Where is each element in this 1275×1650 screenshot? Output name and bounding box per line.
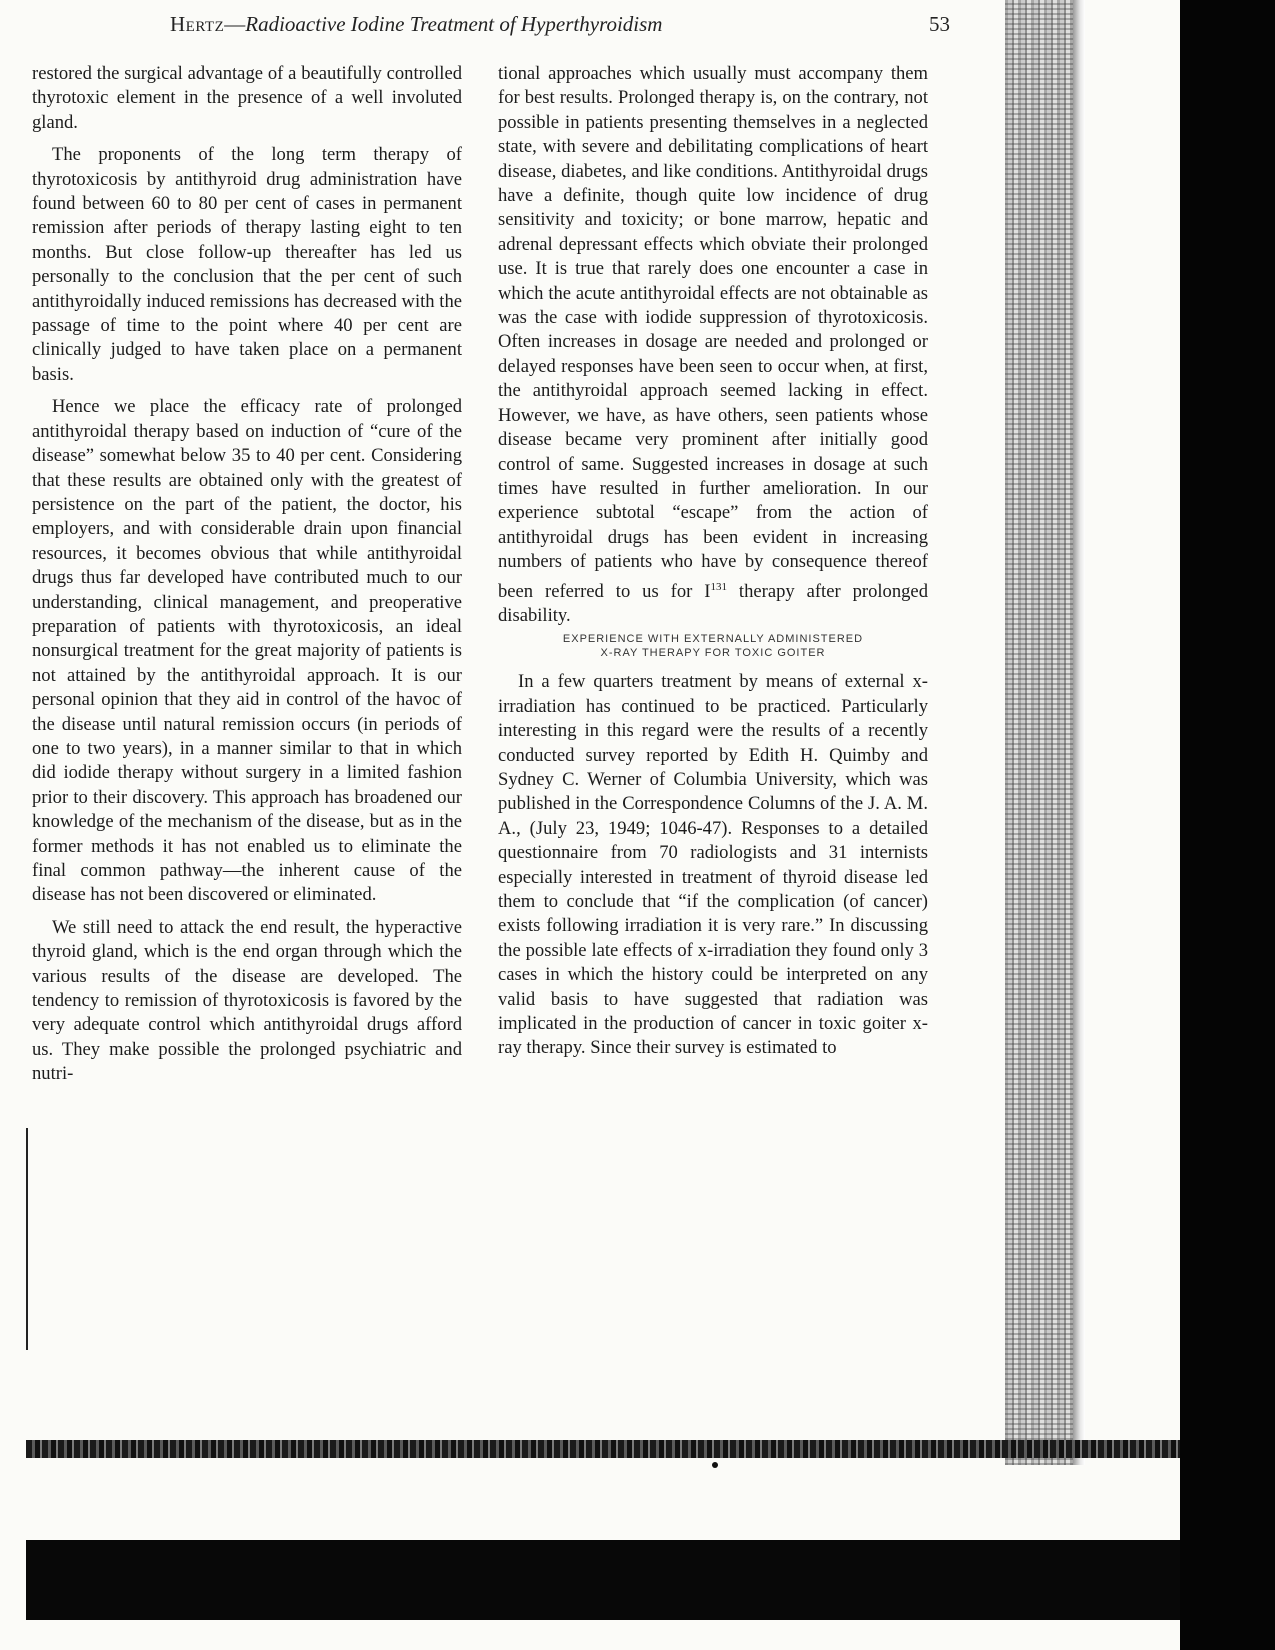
left-paragraph-1: restored the surgical advantage of a beautifully controlled thyrotoxic element in the presence of a well involuted gland. — [32, 63, 462, 133]
page-number: 53 — [929, 12, 950, 36]
scan-dot — [712, 1462, 718, 1468]
running-title — [170, 12, 662, 37]
header-title: Radioactive Iodine Treatment of Hyperthyroidism — [245, 12, 663, 36]
scan-bottom-band — [26, 1440, 1180, 1458]
running-header — [30, 12, 950, 44]
left-paragraph-3: Hence we place the efficacy rate of prolonged antithyroidal therapy based on induction of “cure of the disease” somewhat below 35 to 40 per cent. Considering that these results are obtained only with the greatest of persistence on the part of the patient, the doctor, his employers, and with considerable drain upon financial resources, it becomes obvious that while antithyroidal drugs thus far developed have contributed much to our understanding, clinical management, and preoperative preparation of patients with thyrotoxicosis, an ideal nonsurgical treatment for the great majority of patients is not attained by the antithyroidal approach. It is our personal opinion that they aid in control of the havoc of the disease until natural remission occurs (in periods of one to two years), in a manner similar to that in which did iodide therapy without surgery in a limited fashion prior to their discovery. This approach has broadened our knowledge of the mechanism of the disease, but as in the former methods it has not enabled us to eliminate the final common pathway—the inherent cause of the disease has not been discovered or eliminated. — [32, 396, 462, 906]
scan-bottom-black-bar — [26, 1540, 1180, 1620]
scan-page-edge — [1073, 0, 1085, 1465]
right-paragraph-1-body: tional approaches which usually must accompany them for best results. Prolonged therapy is, on the contrary, not possible in patients presenting themselves in a neglected state, with severe and debilitating complications of heart disease, diabetes, and like conditions. Antithyroidal drugs have a definite, though quite low incidence of drug sensitivity and toxicity; or bone marrow, hepatic and adrenal depressant effects which obviate their prolonged use. It is true that rarely does one encounter a case in which the acute antithyroidal effects are not obtainable as was the case with iodide suppression of thyrotoxicosis. Often increases in dosage are needed and prolonged or delayed responses have been seen to occur when, at first, the antithyroidal approach seemed lacking in effect. However, we have, as have others, seen patients whose disease became very prominent after initially good control of same. Suggested increases in dosage at such times have resulted in further amelioration. In our experience subtotal “escape” from the action of antithyroidal drugs has been evident in increasing numbers of patients who have by consequence thereof been referred to us for — [498, 63, 928, 602]
section-heading-line-1: EXPERIENCE WITH EXTERNALLY ADMINISTERED — [562, 633, 864, 646]
isotope-superscript: 131 — [710, 580, 727, 593]
scan-black-margin — [1180, 0, 1275, 1650]
right-paragraph-2: In a few quarters treatment by means of external x-irradiation has continued to be practiced. Particularly interesting in this regard were the results of a recently conducted survey reported by Edith H. Quimby and Sydney C. Werner of Columbia University, which was published in the Correspondence Columns of the J. A. M. A., (July 23, 1949; 1046-47). Responses to a detailed questionnaire from 70 radiologists and 31 internists especially interested in treatment of thyroid disease led them to conclude that “if the complication (of cancer) exists following irradiation it is very rare.” In discussing the possible late effects of x-irradiation they found only 3 cases in which the history could be interpreted on any valid basis to have suggested that radiation was implicated in the production of cancer in toxic goiter x-ray therapy. Since their survey is estimated to — [498, 671, 928, 1059]
left-paragraph-4: We still need to attack the end result, the hyperactive thyroid gland, which is the end organ through which the various results of the disease are developed. The tendency to remission of thyrotoxicosis is favored by the very adequate control which antithyroidal drugs afford us. They make possible the prolonged psychiatric and nutri- — [32, 916, 462, 1085]
section-heading-line-2: X-RAY THERAPY FOR TOXIC GOITER — [600, 647, 826, 660]
right-column — [498, 62, 928, 1061]
scan-margin-line — [26, 1128, 28, 1350]
left-column — [32, 62, 462, 1087]
scan-binding-strip — [1005, 0, 1073, 1465]
left-paragraph-2: The proponents of the long term therapy of thyrotoxicosis by antithyroid drug administration have found between 60 to 80 per cent of cases in permanent remission after periods of therapy lasting eight to ten months. But close follow-up thereafter has led us personally to the conclusion that the per cent of such antithyroidally induced remissions has decreased with the passage of time to the point where 40 per cent are clinically judged to have taken place on a permanent basis. — [32, 144, 462, 385]
isotope-symbol: I — [704, 580, 711, 602]
section-heading — [498, 632, 928, 660]
right-paragraph-1 — [498, 62, 928, 628]
right-paragraph-1-end: therapy after prolonged disability. — [498, 580, 928, 626]
header-separator: — — [224, 12, 246, 36]
header-author: Hertz — [170, 12, 225, 36]
